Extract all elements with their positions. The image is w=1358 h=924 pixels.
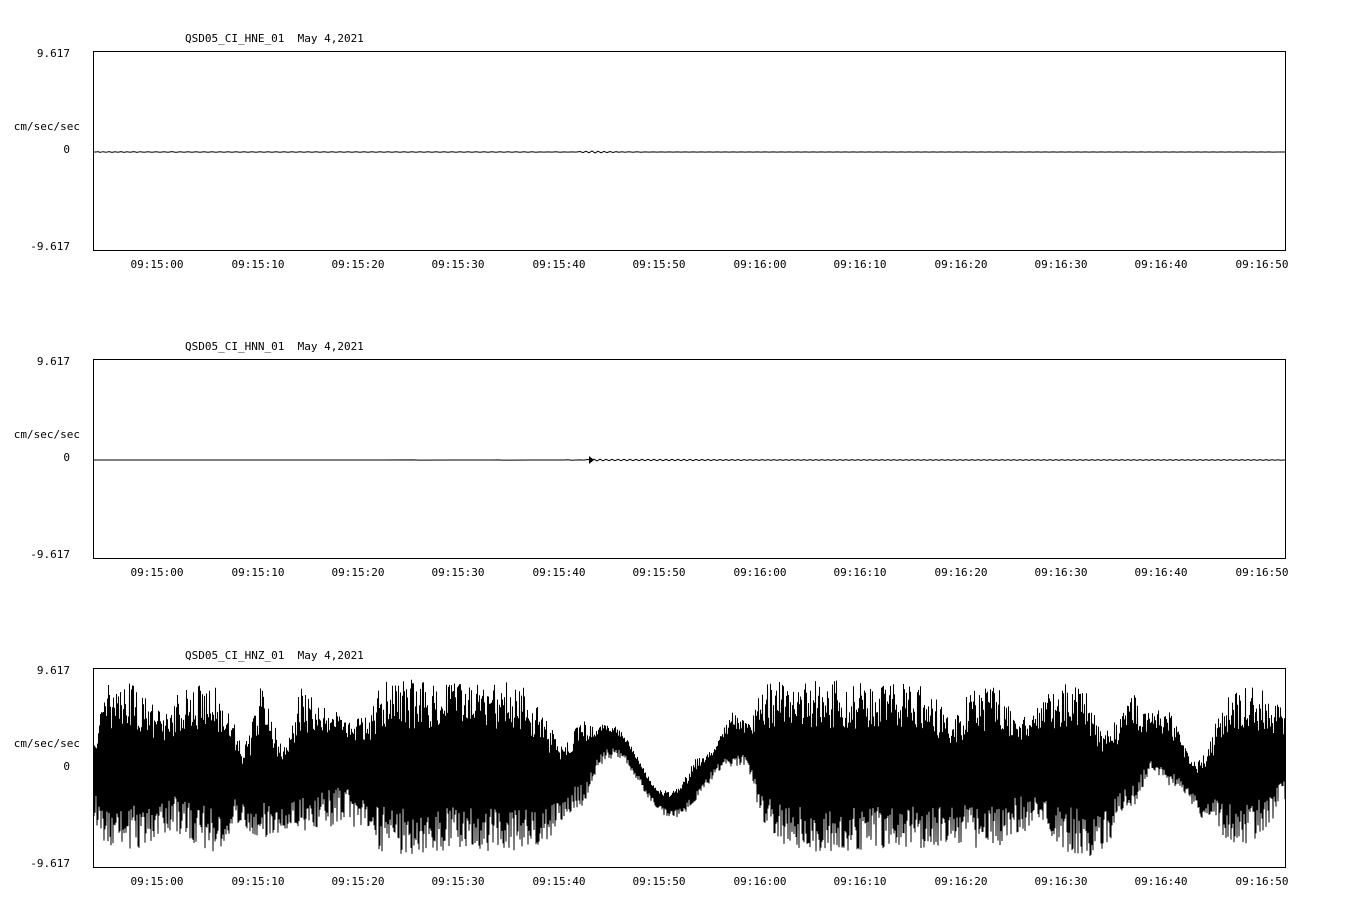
panel-title-hnz: QSD05_CI_HNZ_01 May 4,2021 (185, 649, 364, 662)
waveform-trace-hne (94, 52, 1286, 251)
xtick-label: 09:16:30 (1034, 566, 1088, 579)
xtick-label: 09:16:40 (1134, 875, 1188, 888)
y-axis-bottom-label-hnn: -9.617 (30, 548, 70, 561)
xtick-label: 09:16:50 (1235, 566, 1289, 579)
plot-area-hnn (93, 359, 1286, 559)
xtick-label: 09:16:20 (934, 258, 988, 271)
xtick-label: 09:16:30 (1034, 875, 1088, 888)
xtick-label: 09:16:40 (1134, 258, 1188, 271)
xtick-label: 09:15:50 (632, 566, 686, 579)
xtick-label: 09:15:00 (130, 258, 184, 271)
xtick-label: 09:15:10 (231, 566, 285, 579)
y-axis-bottom-label-hne: -9.617 (30, 240, 70, 253)
plot-area-hnz (93, 668, 1286, 868)
xtick-label: 09:15:20 (331, 875, 385, 888)
xtick-label: 09:15:40 (532, 258, 586, 271)
xtick-label: 09:16:00 (733, 875, 787, 888)
xtick-label: 09:15:20 (331, 566, 385, 579)
xtick-label: 09:16:30 (1034, 258, 1088, 271)
xtick-label: 09:15:20 (331, 258, 385, 271)
y-axis-top-label-hnz: 9.617 (36, 664, 70, 677)
xtick-label: 09:16:50 (1235, 875, 1289, 888)
xtick-label: 09:16:10 (833, 258, 887, 271)
plot-area-hne (93, 51, 1286, 251)
xtick-label: 09:15:50 (632, 875, 686, 888)
xtick-label: 09:16:20 (934, 566, 988, 579)
xtick-label: 09:15:30 (431, 566, 485, 579)
xtick-label: 09:16:10 (833, 566, 887, 579)
xtick-label: 09:16:40 (1134, 566, 1188, 579)
y-axis-bottom-label-hnz: -9.617 (30, 857, 70, 870)
xtick-label: 09:16:20 (934, 875, 988, 888)
xtick-label: 09:15:10 (231, 258, 285, 271)
y-axis-top-label-hnn: 9.617 (36, 355, 70, 368)
xtick-label: 09:15:40 (532, 566, 586, 579)
panel-title-hnn: QSD05_CI_HNN_01 May 4,2021 (185, 340, 364, 353)
panel-hne (0, 0, 1358, 300)
y-axis-unit-label-hnn: cm/sec/sec (13, 428, 80, 441)
xtick-label: 09:16:50 (1235, 258, 1289, 271)
panel-hnz (0, 615, 1358, 920)
panel-title-hne: QSD05_CI_HNE_01 May 4,2021 (185, 32, 364, 45)
y-axis-unit-label-hne: cm/sec/sec (13, 120, 80, 133)
xtick-label: 09:15:00 (130, 875, 184, 888)
panel-hnn (0, 307, 1358, 607)
y-axis-zero-label-hnz: 0 (63, 760, 70, 773)
xtick-label: 09:15:50 (632, 258, 686, 271)
y-axis-top-label-hne: 9.617 (36, 47, 70, 60)
waveform-trace-hnn (94, 360, 1286, 559)
x-axis-ticklabels-hnz (0, 875, 1358, 889)
x-axis-ticklabels-hnn (0, 566, 1358, 580)
xtick-label: 09:15:00 (130, 566, 184, 579)
y-axis-zero-label-hnn: 0 (63, 451, 70, 464)
xtick-label: 09:15:40 (532, 875, 586, 888)
xtick-label: 09:15:30 (431, 875, 485, 888)
xtick-label: 09:15:30 (431, 258, 485, 271)
xtick-label: 09:16:10 (833, 875, 887, 888)
xtick-label: 09:16:00 (733, 566, 787, 579)
y-axis-unit-label-hnz: cm/sec/sec (13, 737, 80, 750)
xtick-label: 09:16:00 (733, 258, 787, 271)
waveform-trace-hnz (94, 669, 1286, 868)
x-axis-ticklabels-hne (0, 258, 1358, 272)
y-axis-zero-label-hne: 0 (63, 143, 70, 156)
xtick-label: 09:15:10 (231, 875, 285, 888)
